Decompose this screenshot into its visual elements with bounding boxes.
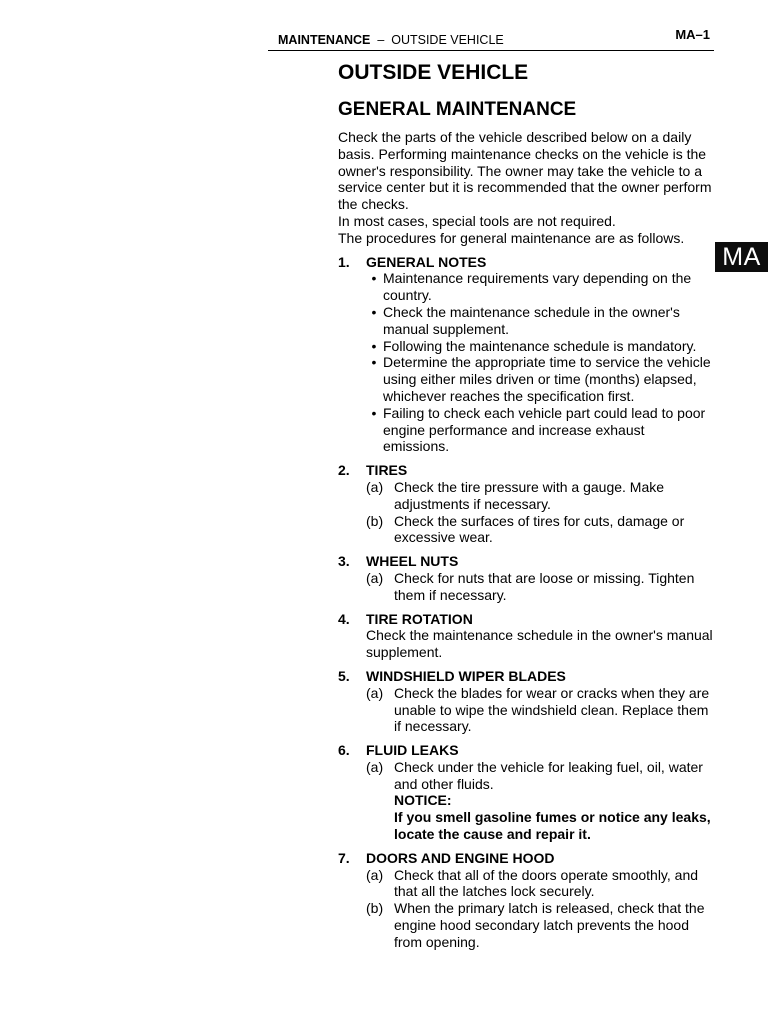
step-letter: (a) <box>366 569 384 586</box>
list-item <box>366 338 714 355</box>
list-item-text: Check the surfaces of tires for cuts, damage or excessive wear. <box>394 512 685 546</box>
section-heading <box>338 553 714 570</box>
section-number: 5. <box>338 667 350 684</box>
section-number: 2. <box>338 462 350 479</box>
step-letter: (a) <box>366 758 384 775</box>
list-item <box>366 900 714 950</box>
section-title: WINDSHIELD WIPER BLADES <box>366 667 566 684</box>
section-number: 6. <box>338 742 350 759</box>
section-general-notes <box>338 254 714 456</box>
section-heading <box>338 742 714 759</box>
section-heading <box>338 462 714 479</box>
list-item-text: Maintenance requirements vary depending on the country. <box>383 270 692 304</box>
section-number: 4. <box>338 610 350 627</box>
bullet-icon: • <box>371 270 377 287</box>
list-item-text: When the primary latch is released, check that the engine hood secondary latch prevents the hood from opening. <box>394 900 705 950</box>
list-item-text: Check the maintenance schedule in the owner's manual supplement. <box>383 303 680 337</box>
bullet-list <box>366 270 714 455</box>
section-title: TIRE ROTATION <box>366 610 473 627</box>
section-number: 1. <box>338 253 350 270</box>
intro <box>338 129 714 247</box>
section-title: FLUID LEAKS <box>366 742 459 759</box>
section-tab: MA <box>715 242 768 272</box>
section-tires <box>338 462 714 546</box>
page-subtitle: GENERAL MAINTENANCE <box>338 99 577 120</box>
list-item-text: Following the maintenance schedule is mandatory. <box>383 337 697 354</box>
list-item-text: Check the tire pressure with a gauge. Make adjustments if necessary. <box>394 478 665 512</box>
section-wiper-blades <box>338 668 714 735</box>
bullet-icon: • <box>371 354 377 371</box>
bullet-icon: • <box>371 303 377 320</box>
list-item <box>366 304 714 338</box>
section-fluid-leaks <box>338 742 714 843</box>
section-title: TIRES <box>366 462 408 479</box>
intro-paragraph: Check the parts of the vehicle described below on a daily basis. Performing maintenance checks on the vehicle is the owner's responsibility. The owner may take the vehicle to a service center but it is recommended that the owner perform the checks. <box>338 129 712 213</box>
page-title: OUTSIDE VEHICLE <box>338 61 529 84</box>
section-heading <box>338 668 714 685</box>
list-item <box>366 405 714 455</box>
section-wheel-nuts <box>338 553 714 603</box>
list-item <box>366 354 714 404</box>
list-item-text: Failing to check each vehicle part could lead to poor engine performance and increase exhaust emissions. <box>383 404 706 455</box>
page-content <box>338 60 714 951</box>
notice-text: If you smell gasoline fumes or notice any leaks, locate the cause and repair it. <box>394 809 711 843</box>
section-number: 3. <box>338 553 350 570</box>
list-item-body <box>394 759 714 843</box>
step-list <box>366 759 714 843</box>
bullet-icon: • <box>371 337 377 354</box>
header-separator: – <box>377 33 385 47</box>
header-breadcrumb <box>278 33 504 47</box>
step-letter: (a) <box>366 478 384 495</box>
intro-paragraph: In most cases, special tools are not required. <box>338 212 616 229</box>
section-tire-rotation <box>338 611 714 661</box>
list-item <box>366 270 714 304</box>
step-letter: (b) <box>366 512 384 529</box>
list-item-text: Check that all of the doors operate smoothly, and that all the latches lock securely. <box>394 866 699 900</box>
list-item <box>366 685 714 735</box>
section-text: Check the maintenance schedule in the owner's manual supplement. <box>366 627 713 661</box>
section-heading <box>338 850 714 867</box>
list-item <box>366 867 714 901</box>
step-list <box>366 570 714 604</box>
section-title: DOORS AND ENGINE HOOD <box>366 849 555 866</box>
list-item-text: Determine the appropriate time to service the vehicle using either miles driven or time (months) elapsed, whichever reaches the specification first. <box>383 354 711 404</box>
step-list <box>366 685 714 735</box>
section-heading <box>338 611 714 628</box>
page-header <box>268 26 714 51</box>
header-section: MAINTENANCE <box>278 33 371 47</box>
section-heading <box>338 254 714 271</box>
list-item <box>366 570 714 604</box>
list-item <box>366 479 714 513</box>
step-letter: (a) <box>366 684 384 701</box>
intro-paragraph: The procedures for general maintenance are as follows. <box>338 229 685 246</box>
step-letter: (a) <box>366 866 384 883</box>
section-title: GENERAL NOTES <box>366 253 487 270</box>
step-letter: (b) <box>366 900 384 917</box>
list-item-text: Check the blades for wear or cracks when they are unable to wipe the windshield clean. Replace them if necessary. <box>394 684 710 735</box>
list-item-text: Check for nuts that are loose or missing. Tighten them if necessary. <box>394 569 695 603</box>
section-doors-engine-hood <box>338 850 714 951</box>
list-item-text: Check under the vehicle for leaking fuel, oil, water and other fluids. <box>394 758 703 792</box>
list-item <box>366 759 714 843</box>
page-number: MA–1 <box>675 27 710 42</box>
header-subsection: OUTSIDE VEHICLE <box>391 33 504 47</box>
step-list <box>366 479 714 546</box>
section-number: 7. <box>338 849 350 866</box>
section-title: WHEEL NUTS <box>366 553 459 570</box>
notice-label: NOTICE: <box>394 792 452 809</box>
bullet-icon: • <box>371 404 377 421</box>
list-item <box>366 513 714 547</box>
step-list <box>366 867 714 951</box>
